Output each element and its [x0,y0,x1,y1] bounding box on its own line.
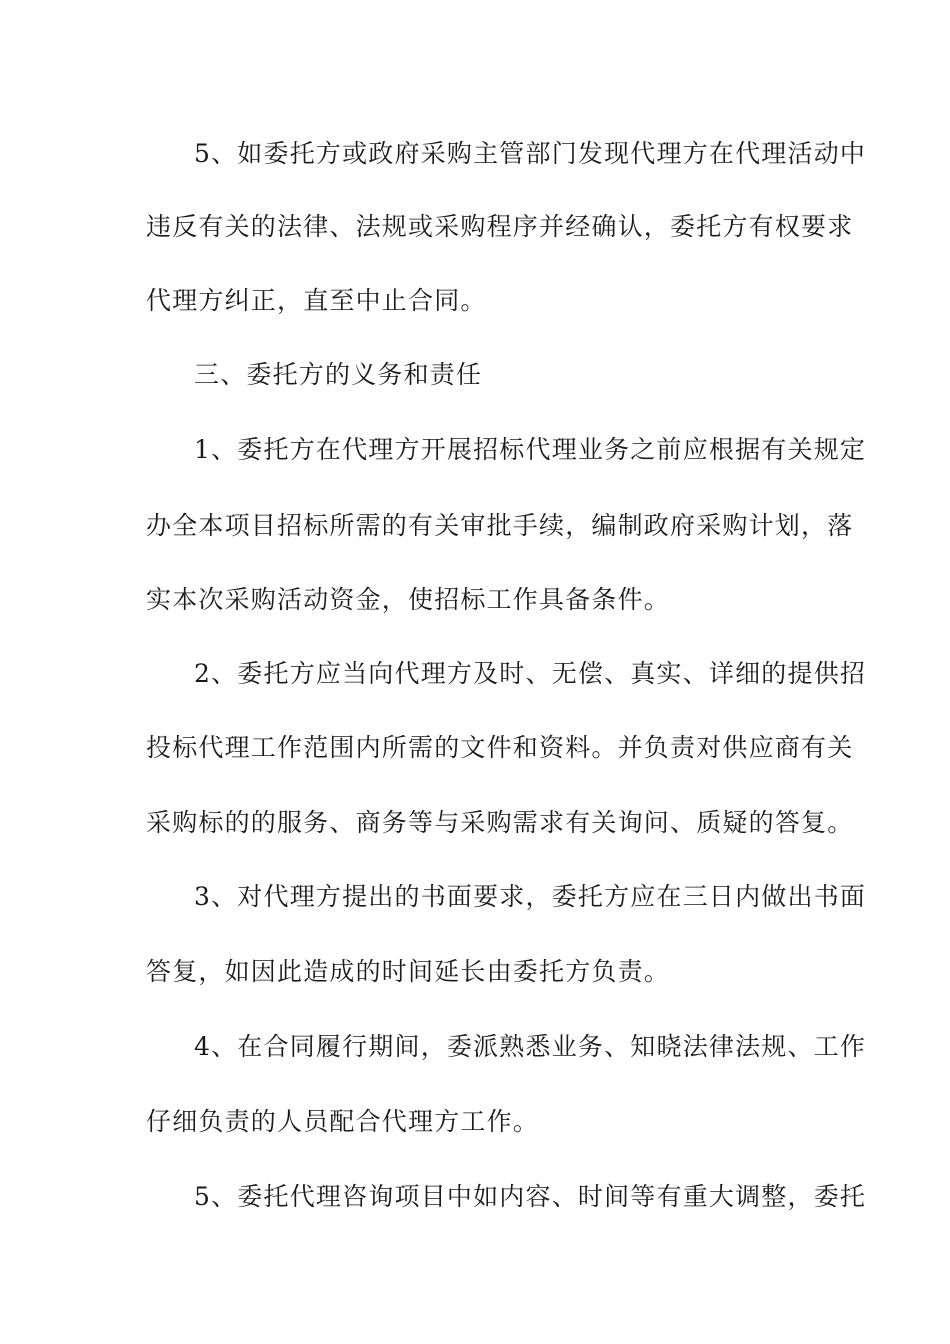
paragraph-5-line-3: 代理方纠正，直至中止合同。 [146,286,487,315]
item-4-line-2: 仔细负责的人员配合代理方工作。 [146,1107,540,1136]
item-5-line-1: 5、委托代理咨询项目中如内容、时间等有重大调整，委托 [194,1182,867,1211]
item-2-line-1: 2、委托方应当向代理方及时、无偿、真实、详细的提供招 [194,659,867,688]
paragraph-5-line-1: 5、如委托方或政府采购主管部门发现代理方在代理活动中 [194,139,867,168]
item-2-line-2: 投标代理工作范围内所需的文件和资料。并负责对供应商有关 [146,733,854,762]
paragraph-5-line-2: 违反有关的法律、法规或采购程序并经确认，委托方有权要求 [146,212,854,241]
item-1-line-1: 1、委托方在代理方开展招标代理业务之前应根据有关规定 [194,435,867,464]
item-1-line-3: 实本次采购活动资金，使招标工作具备条件。 [146,585,671,614]
item-3-line-1: 3、对代理方提出的书面要求，委托方应在三日内做出书面 [194,882,867,911]
item-4-line-1: 4、在合同履行期间，委派熟悉业务、知晓法律法规、工作 [194,1032,867,1061]
item-3-line-2: 答复，如因此造成的时间延长由委托方负责。 [146,957,671,986]
item-2-line-3: 采购标的的服务、商务等与采购需求有关询问、质疑的答复。 [146,808,854,837]
section-heading: 三、委托方的义务和责任 [194,360,483,389]
item-1-line-2: 办全本项目招标所需的有关审批手续，编制政府采购计划，落 [146,511,854,540]
